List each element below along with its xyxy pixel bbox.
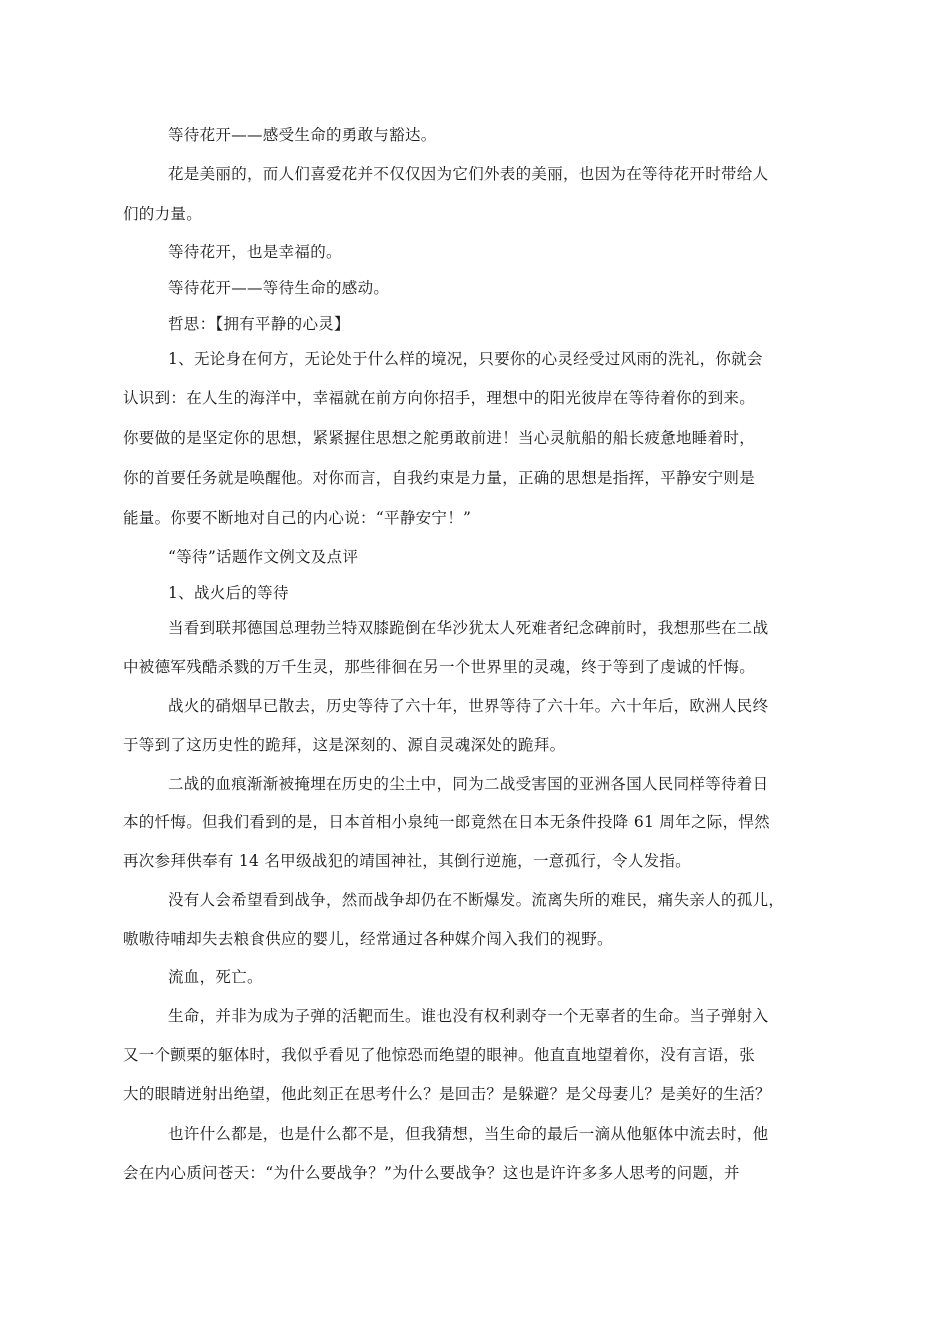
section-heading: 哲思：【拥有平静的心灵】 [168,315,350,333]
paragraph-line: 又一个颤栗的躯体时，我似乎看见了他惊恐而绝望的眼神。他直直地望着你，没有言语，张 [123,1046,756,1064]
paragraph-line: 嗷嗷待哺却失去粮食供应的婴儿，经常通过各种媒介闯入我们的视野。 [123,930,613,948]
paragraph-line: 等待花开，也是幸福的。 [168,243,342,261]
paragraph-line: 战火的硝烟早已散去，历史等待了六十年，世界等待了六十年。六十年后，欧洲人民终 [168,697,769,715]
paragraph-line: 本的忏悔。但我们看到的是，日本首相小泉纯一郎竟然在日本无条件投降 61 周年之际，悍然 [123,813,770,831]
paragraph-line: 也许什么都是，也是什么都不是，但我猜想，当生命的最后一滴从他躯体中流去时，他 [168,1125,769,1143]
paragraph-line: 流血，死亡。 [168,968,263,986]
paragraph-line: 1、无论身在何方，无论处于什么样的境况，只要你的心灵经受过风雨的洗礼，你就会 [168,350,763,368]
paragraph-line: 没有人会希望看到战争，然而战争却仍在不断爆发。流离失所的难民，痛失亲人的孤儿， [168,891,785,909]
paragraph-line: 你要做的是坚定你的思想，紧紧握住思想之舵勇敢前进！当心灵航船的船长疲惫地睡着时， [123,429,756,447]
paragraph-line: 花是美丽的，而人们喜爱花并不仅仅因为它们外表的美丽，也因为在等待花开时带给人 [168,165,769,183]
paragraph-line: 生命，并非为成为子弹的活靶而生。谁也没有权利剥夺一个无辜者的生命。当子弹射入 [168,1007,769,1025]
section-heading: “等待”话题作文例文及点评 [168,548,359,566]
paragraph-line: 会在内心质问苍天：“为什么要战争？”为什么要战争？这也是许许多多人思考的问题，并 [123,1164,740,1182]
paragraph-line: 二战的血痕渐渐被掩埋在历史的尘土中，同为二战受害国的亚洲各国人民同样等待着日 [168,775,769,793]
paragraph-line: 等待花开——感受生命的勇敢与豁达。 [168,126,437,144]
paragraph-line: 等待花开——等待生命的感动。 [168,279,390,297]
paragraph-line: 你的首要任务就是唤醒他。对你而言，自我约束是力量，正确的思想是指挥，平静安宁则是 [123,469,756,487]
paragraph-line: 能量。你要不断地对自己的内心说：“平静安宁！” [123,509,472,527]
paragraph-line: 当看到联邦德国总理勃兰特双膝跪倒在华沙犹太人死难者纪念碑前时，我想那些在二战 [168,619,769,637]
paragraph-line: 中被德军残酷杀戮的万千生灵，那些徘徊在另一个世界里的灵魂，终于等到了虔诚的忏悔。 [123,658,756,676]
paragraph-line: 再次参拜供奉有 14 名甲级战犯的靖国神社，其倒行逆施，一意孤行，令人发指。 [123,852,691,870]
paragraph-line: 大的眼睛迸射出绝望，他此刻正在思考什么？是回击？是躲避？是父母妻儿？是美好的生活？ [123,1085,771,1103]
paragraph-line: 们的力量。 [123,205,203,223]
article-title: 1、战火后的等待 [168,584,289,602]
paragraph-line: 认识到：在人生的海洋中，幸福就在前方向你招手，理想中的阳光彼岸在等待着你的到来。 [123,389,756,407]
paragraph-line: 于等到了这历史性的跪拜，这是深刻的、源自灵魂深处的跪拜。 [123,736,566,754]
